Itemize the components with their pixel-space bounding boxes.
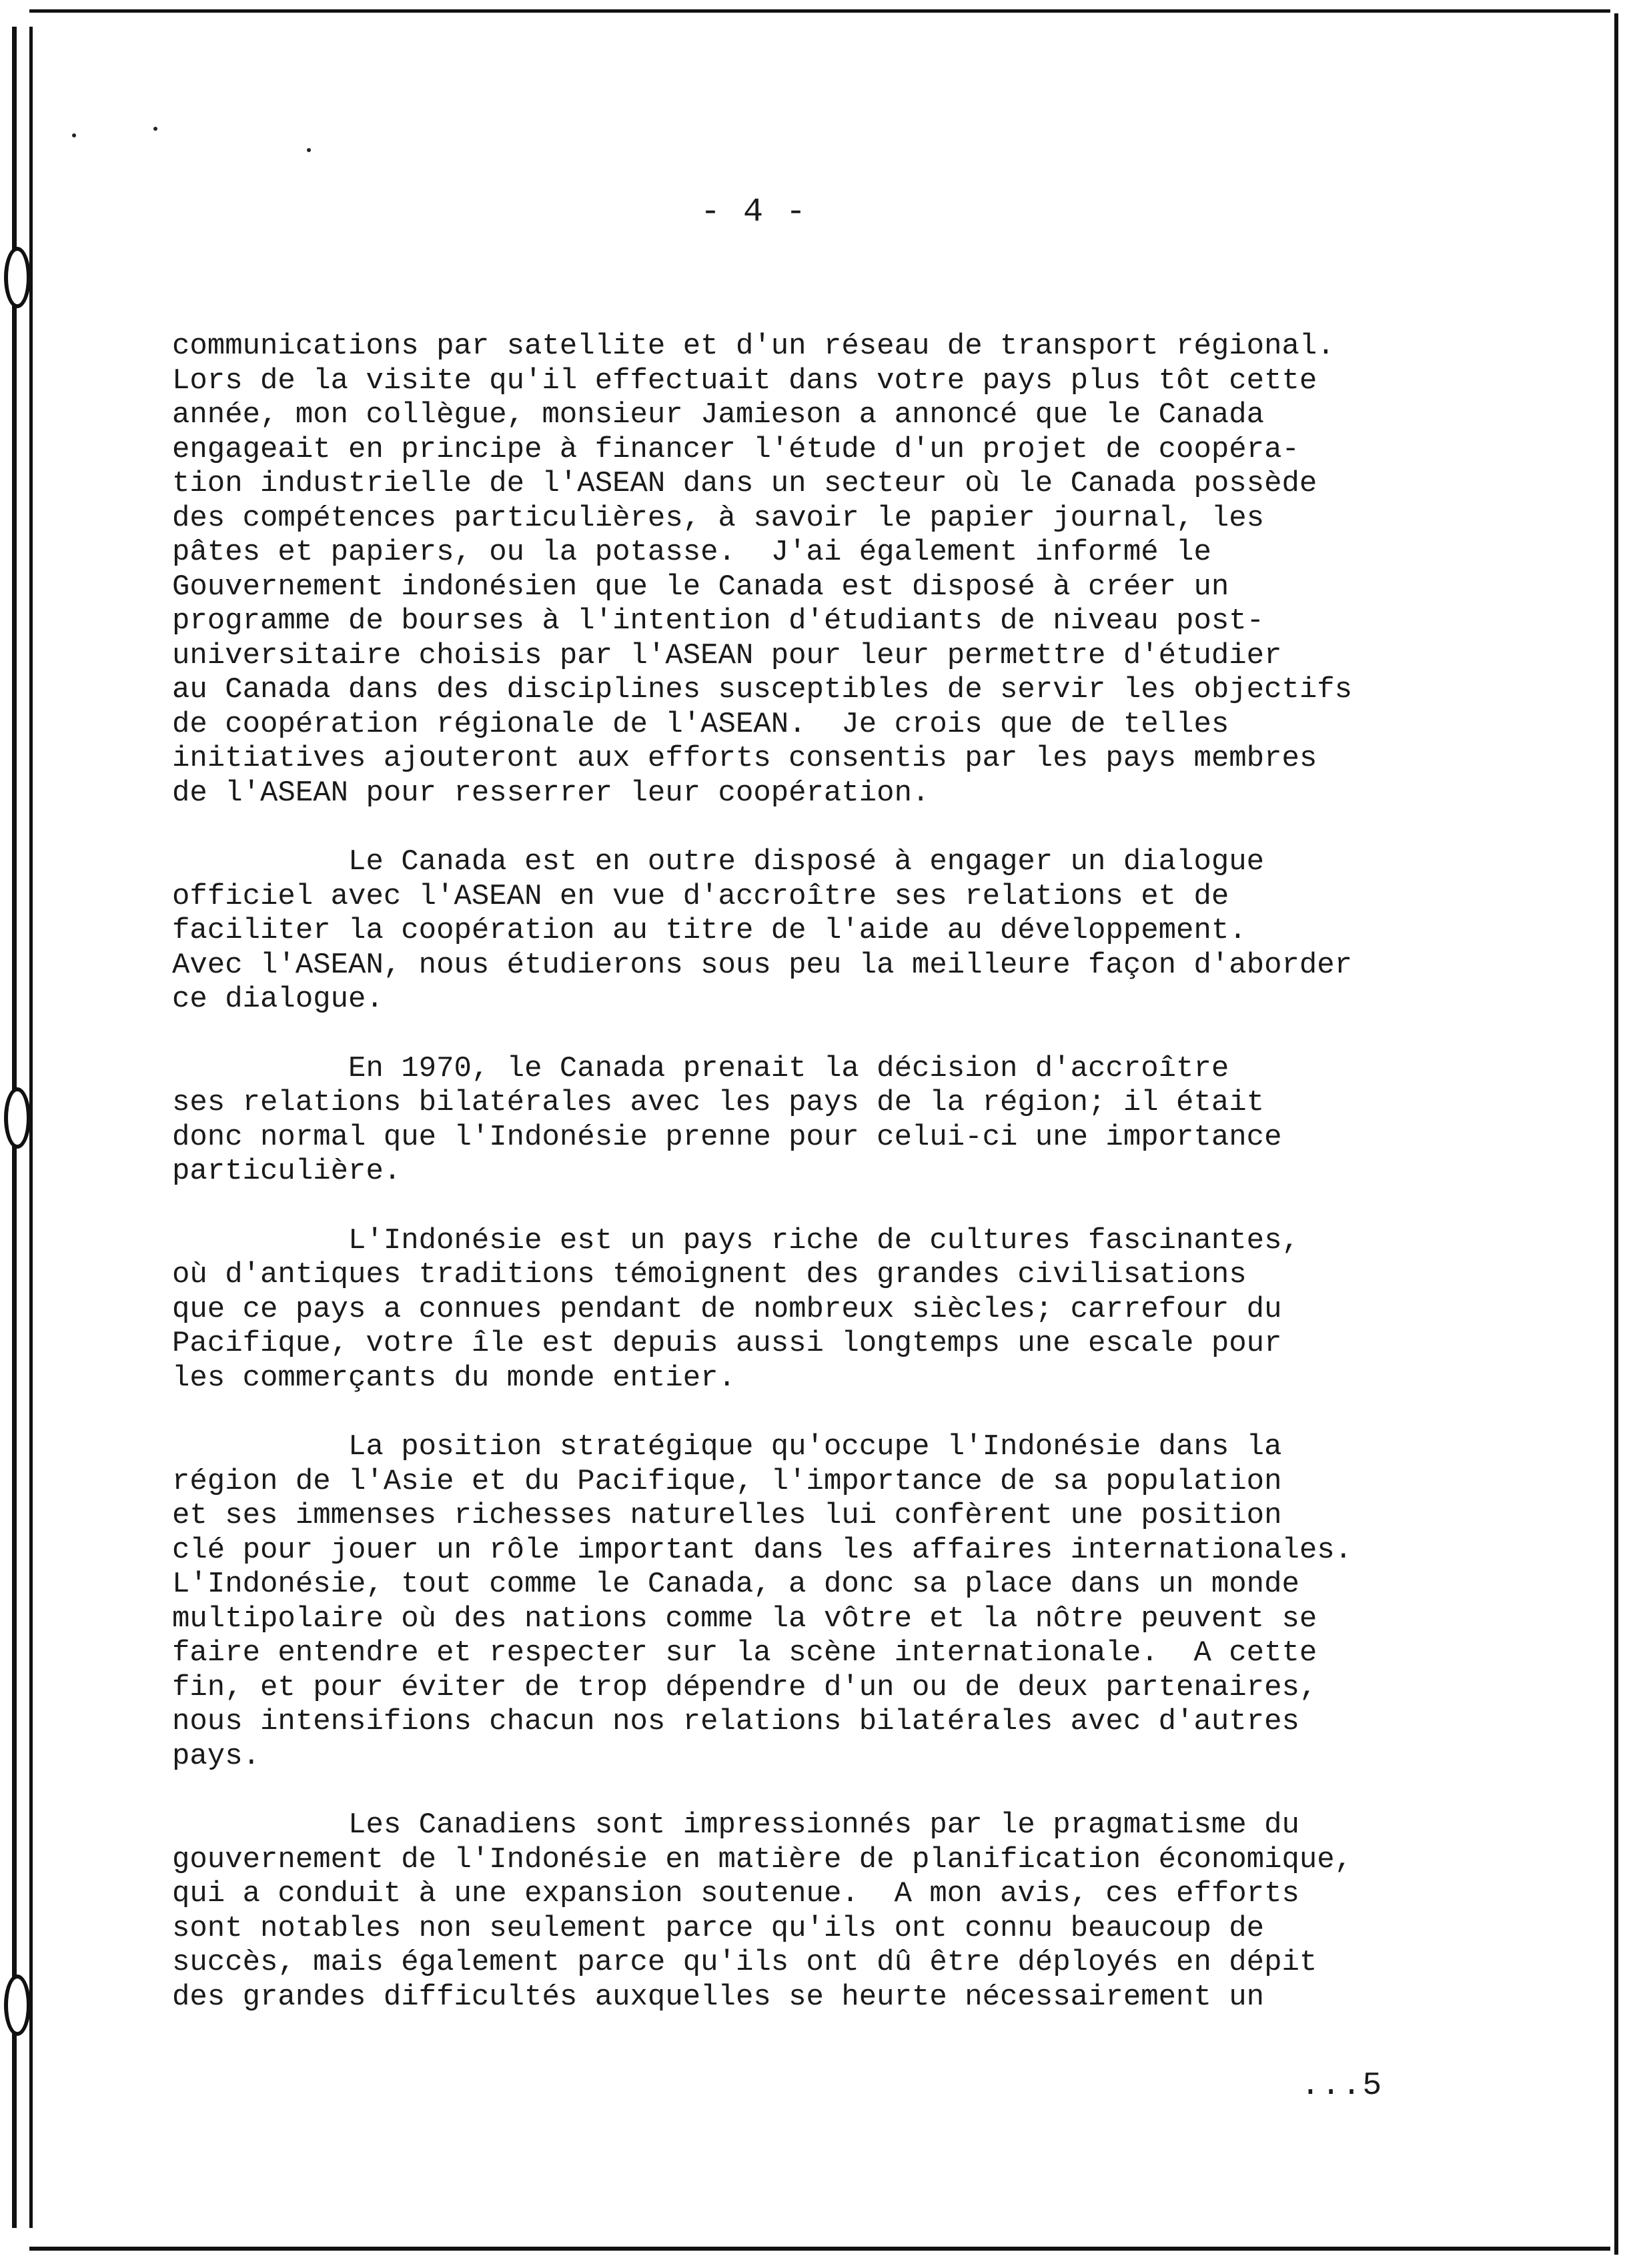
text-line: initiatives ajouteront aux efforts consentis par les pays membres — [172, 742, 1317, 775]
scan-speck — [307, 148, 311, 152]
text-line: pays. — [172, 1739, 261, 1773]
text-line: année, mon collègue, monsieur Jamieson a annoncé que le Canada — [172, 398, 1265, 432]
text-line: les commerçants du monde entier. — [172, 1361, 736, 1395]
paragraph — [172, 1430, 1553, 1774]
text-line: où d'antiques traditions témoignent des grandes civilisations — [172, 1258, 1247, 1291]
text-line: universitaire choisis par l'ASEAN pour leur permettre d'étudier — [172, 638, 1282, 672]
text-line: ses relations bilatérales avec les pays de la région; il était — [172, 1086, 1265, 1119]
text-line: nous intensifions chacun nos relations bilatérales avec d'autres — [172, 1705, 1299, 1738]
scan-speck — [153, 127, 157, 131]
text-line: tion industrielle de l'ASEAN dans un secteur où le Canada possède — [172, 467, 1317, 500]
paragraph — [172, 1224, 1553, 1396]
frame-right-edge — [1614, 13, 1618, 2255]
text-line: L'Indonésie est un pays riche de cultures fascinantes, — [172, 1223, 1299, 1257]
text-line: programme de bourses à l'intention d'étudiants de niveau post- — [172, 604, 1265, 638]
frame-top-rule — [29, 9, 1610, 13]
text-line: La position stratégique qu'occupe l'Indonésie dans la — [172, 1430, 1282, 1464]
text-line: pâtes et papiers, ou la potasse. J'ai également informé le — [172, 536, 1211, 569]
text-line: Avec l'ASEAN, nous étudierons sous peu la meilleure façon d'aborder — [172, 948, 1353, 982]
text-line: particulière. — [172, 1155, 402, 1188]
continuation-marker: ...5 — [1301, 2068, 1384, 2104]
text-line: gouvernement de l'Indonésie en matière de planification économique, — [172, 1842, 1353, 1876]
text-line: Pacifique, votre île est depuis aussi longtemps une escale pour — [172, 1327, 1282, 1360]
page-number: - 4 - — [700, 193, 808, 231]
paragraph — [172, 330, 1553, 810]
text-line: des grandes difficultés auxquelles se heurte nécessairement un — [172, 1980, 1265, 2014]
text-line: faire entendre et respecter sur la scène internationale. A cette — [172, 1636, 1317, 1670]
paragraph — [172, 845, 1553, 1017]
text-line: que ce pays a connues pendant de nombreux siècles; carrefour du — [172, 1292, 1282, 1326]
text-line: des compétences particulières, à savoir le papier journal, les — [172, 501, 1265, 535]
binder-ring-bottom — [4, 1974, 31, 2036]
text-line: ce dialogue. — [172, 983, 384, 1016]
binder-ring-top — [4, 247, 31, 308]
text-line: et ses immenses richesses naturelles lui confèrent une position — [172, 1499, 1282, 1532]
text-line: L'Indonésie, tout comme le Canada, a donc sa place dans un monde — [172, 1568, 1299, 1601]
text-line: au Canada dans des disciplines susceptibles de servir les objectifs — [172, 673, 1353, 706]
text-line: faciliter la coopération au titre de l'aide au développement. — [172, 914, 1247, 947]
text-line: Les Canadiens sont impressionnés par le pragmatisme du — [172, 1808, 1299, 1842]
text-line: Gouvernement indonésien que le Canada est disposé à créer un — [172, 570, 1229, 604]
text-line: En 1970, le Canada prenait la décision d'accroître — [172, 1051, 1229, 1085]
document-body — [172, 330, 1553, 2049]
text-line: communications par satellite et d'un réseau de transport régional. — [172, 330, 1335, 363]
text-line: sont notables non seulement parce qu'ils ont connu beaucoup de — [172, 1911, 1265, 1945]
text-line: Le Canada est en outre disposé à engager un dialogue — [172, 845, 1265, 879]
frame-bottom-rule — [29, 2247, 1610, 2251]
text-line: succès, mais également parce qu'ils ont dû être déployés en dépit — [172, 1946, 1317, 1979]
binder-ring-middle — [4, 1087, 31, 1149]
text-line: qui a conduit à une expansion soutenue. A mon avis, ces efforts — [172, 1877, 1299, 1910]
text-line: donc normal que l'Indonésie prenne pour celui-ci une importance — [172, 1120, 1282, 1154]
text-line: de l'ASEAN pour resserrer leur coopération. — [172, 776, 930, 810]
text-line: Lors de la visite qu'il effectuait dans votre pays plus tôt cette — [172, 364, 1317, 398]
text-line: clé pour jouer un rôle important dans les affaires internationales. — [172, 1533, 1353, 1567]
text-line: de coopération régionale de l'ASEAN. Je crois que de telles — [172, 707, 1229, 741]
text-line: fin, et pour éviter de trop dépendre d'un ou de deux partenaires, — [172, 1670, 1317, 1704]
paragraph — [172, 1808, 1553, 2015]
text-line: officiel avec l'ASEAN en vue d'accroître ses relations et de — [172, 879, 1229, 913]
scan-speck — [72, 133, 76, 137]
paragraph — [172, 1052, 1553, 1189]
text-line: multipolaire où des nations comme la vôtre et la nôtre peuvent se — [172, 1602, 1317, 1636]
text-line: engageait en principe à financer l'étude d'un projet de coopéra- — [172, 432, 1299, 466]
text-line: région de l'Asie et du Pacifique, l'importance de sa population — [172, 1464, 1282, 1498]
